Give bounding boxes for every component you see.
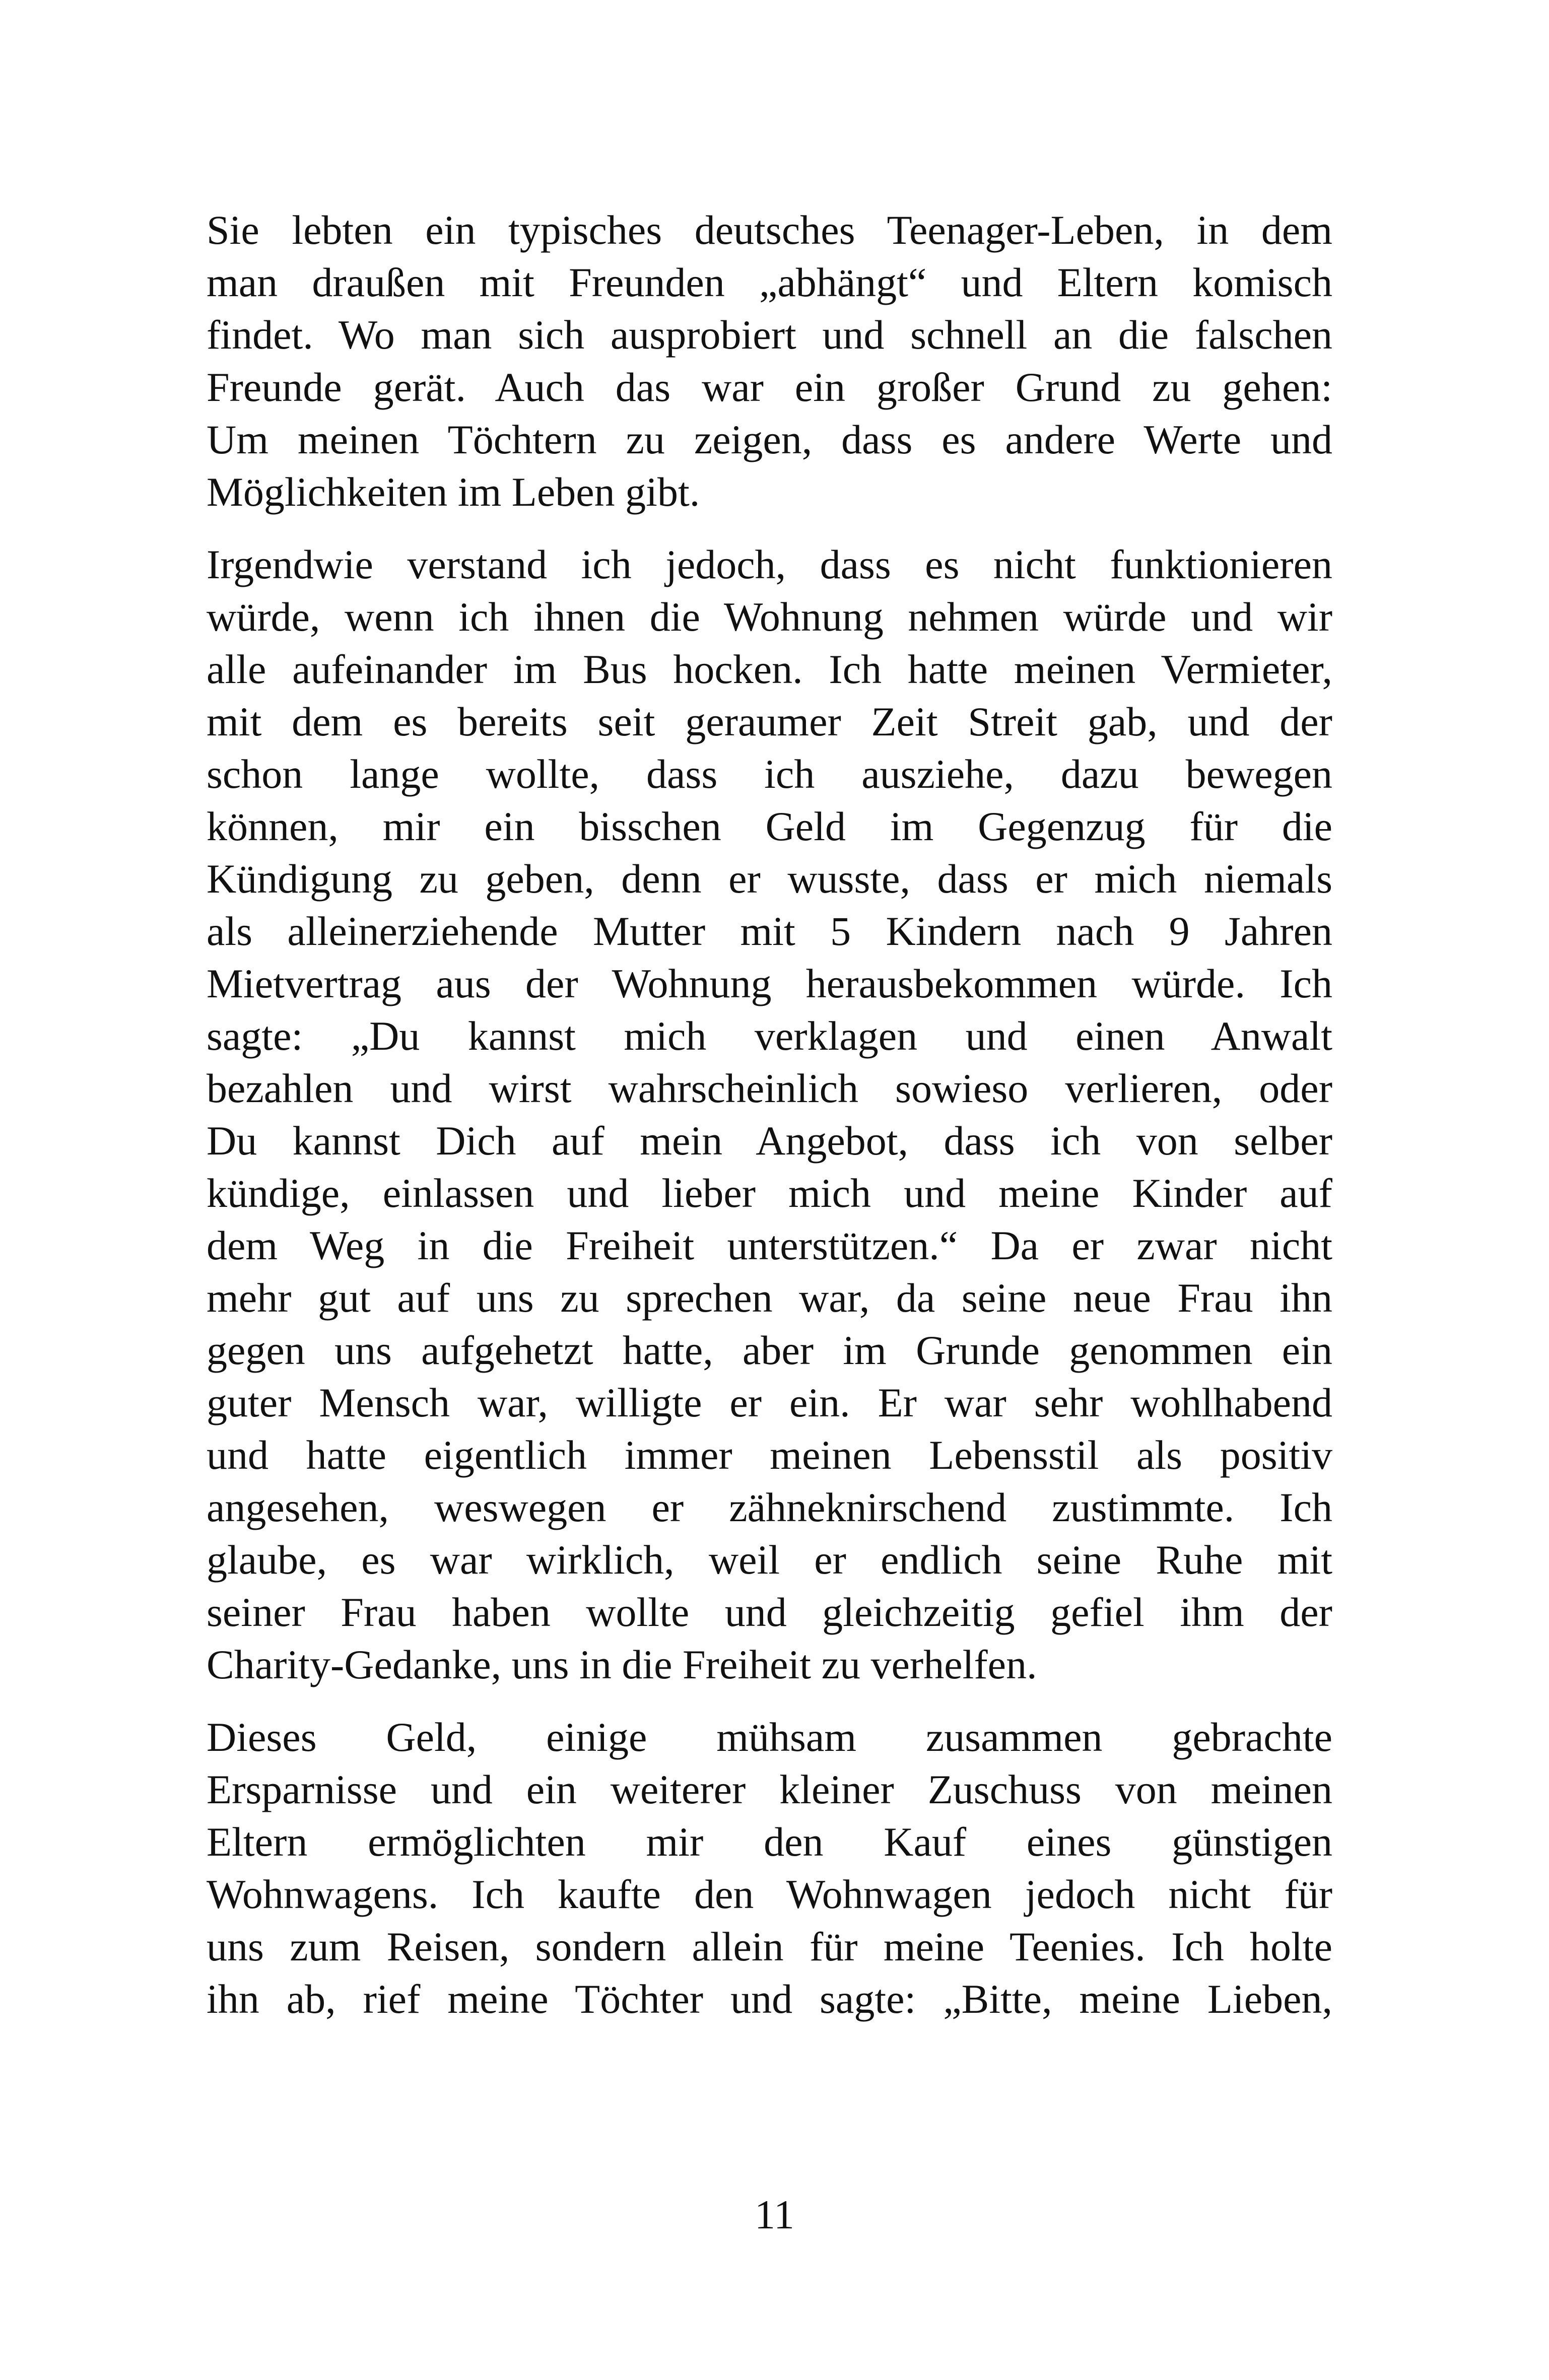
text-line: ihn ab, rief meine Töchter und sagte: „Bitte, meine Lieben, bbox=[207, 1976, 1332, 2022]
paragraph-gap bbox=[207, 1691, 1332, 1711]
text-line: Du kannst Dich auf mein Angebot, dass ich von selber bbox=[207, 1118, 1332, 1164]
paragraph-3 bbox=[207, 1711, 1332, 2025]
text-line: seiner Frau haben wollte und gleichzeitig gefiel ihm der bbox=[207, 1589, 1332, 1635]
text-line: guter Mensch war, willigte er ein. Er war sehr wohlhabend bbox=[207, 1380, 1332, 1425]
body-text bbox=[207, 204, 1332, 2025]
text-line: Irgendwie verstand ich jedoch, dass es nicht funktionieren bbox=[207, 541, 1332, 587]
text-line: schon lange wollte, dass ich ausziehe, dazu bewegen bbox=[207, 751, 1332, 797]
paragraph-gap bbox=[207, 518, 1332, 538]
text-line: Mietvertrag aus der Wohnung herausbekommen würde. Ich bbox=[207, 961, 1332, 1006]
text-line: man draußen mit Freunden „abhängt“ und Eltern komisch bbox=[207, 259, 1332, 305]
text-line: mehr gut auf uns zu sprechen war, da seine neue Frau ihn bbox=[207, 1275, 1332, 1321]
text-line: glaube, es war wirklich, weil er endlich seine Ruhe mit bbox=[207, 1537, 1332, 1583]
text-line: Möglichkeiten im Leben gibt. bbox=[207, 469, 700, 515]
text-line: und hatte eigentlich immer meinen Lebensstil als positiv bbox=[207, 1432, 1332, 1478]
text-line: sagte: „Du kannst mich verklagen und einen Anwalt bbox=[207, 1013, 1332, 1059]
text-line: Wohnwagens. Ich kaufte den Wohnwagen jedoch nicht für bbox=[207, 1871, 1332, 1917]
text-line: Freunde gerät. Auch das war ein großer Grund zu gehen: bbox=[207, 364, 1332, 410]
text-line: uns zum Reisen, sondern allein für meine Teenies. Ich holte bbox=[207, 1924, 1332, 1969]
paragraph-2 bbox=[207, 538, 1332, 1691]
text-line: Charity-Gedanke, uns in die Freiheit zu verhelfen. bbox=[207, 1642, 1037, 1687]
text-line: gegen uns aufgehetzt hatte, aber im Grunde genommen ein bbox=[207, 1327, 1332, 1373]
text-line: als alleinerziehende Mutter mit 5 Kindern nach 9 Jahren bbox=[207, 908, 1332, 954]
text-line: würde, wenn ich ihnen die Wohnung nehmen würde und wir bbox=[207, 594, 1332, 640]
text-line: mit dem es bereits seit geraumer Zeit Streit gab, und der bbox=[207, 699, 1332, 744]
text-line: angesehen, weswegen er zähneknirschend zustimmte. Ich bbox=[207, 1484, 1332, 1530]
text-line: Ersparnisse und ein weiterer kleiner Zuschuss von meinen bbox=[207, 1766, 1332, 1812]
text-line: Sie lebten ein typisches deutsches Teenager-Leben, in dem bbox=[207, 207, 1332, 253]
text-line: bezahlen und wirst wahrscheinlich sowieso verlieren, oder bbox=[207, 1065, 1332, 1111]
text-line: Kündigung zu geben, denn er wusste, dass er mich niemals bbox=[207, 856, 1332, 902]
text-line: Eltern ermöglichten mir den Kauf eines günstigen bbox=[207, 1819, 1332, 1865]
text-line: dem Weg in die Freiheit unterstützen.“ Da er zwar nicht bbox=[207, 1222, 1332, 1268]
page-number: 11 bbox=[755, 2192, 794, 2237]
text-line: Um meinen Töchtern zu zeigen, dass es andere Werte und bbox=[207, 417, 1332, 462]
text-line: findet. Wo man sich ausprobiert und schnell an die falschen bbox=[207, 312, 1332, 358]
paragraph-1 bbox=[207, 204, 1332, 518]
text-line: Dieses Geld, einige mühsam zusammen gebrachte bbox=[207, 1714, 1332, 1760]
text-line: können, mir ein bisschen Geld im Gegenzug für die bbox=[207, 803, 1332, 849]
text-line: kündige, einlassen und lieber mich und meine Kinder auf bbox=[207, 1170, 1332, 1216]
text-line: alle aufeinander im Bus hocken. Ich hatte meinen Vermieter, bbox=[207, 646, 1332, 692]
